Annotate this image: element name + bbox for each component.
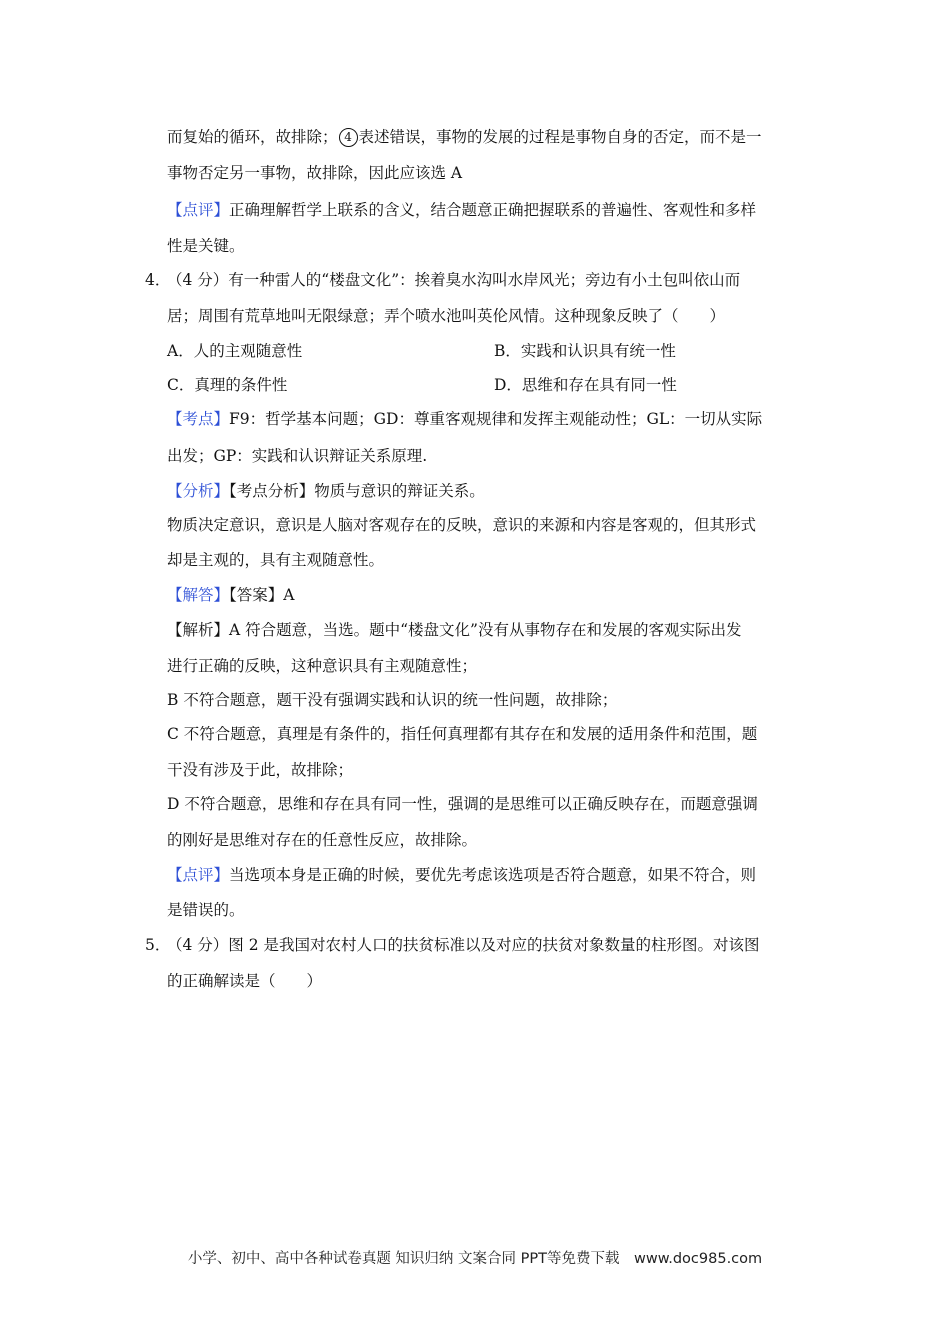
question-5-stem-line-2: 的正确解读是（ ） [167,972,323,990]
question-4-number: 4． [145,271,171,289]
dianping-line-2: 是错误的。 [167,901,245,919]
jieda-line: 【解答】【答案】A [167,586,295,604]
option-d: D．思维和存在具有同一性 [494,376,677,394]
fenxi-line-1: 【分析】【考点分析】物质与意识的辩证关系。 [167,482,485,500]
jiexi-line-5: 干没有涉及于此，故排除； [167,761,354,779]
kaodian-line-1: 【考点】F9：哲学基本问题；GD：尊重客观规律和发挥主观能动性；GL：一切从实际 [167,410,763,428]
jiexi-line-7: 的刚好是思维对存在的任意性反应，故排除。 [167,831,478,849]
kaodian-line-2: 出发；GP：实践和认识辩证关系原理. [167,447,428,465]
jiexi-line-6: D 不符合题意，思维和存在具有同一性，强调的是思维可以正确反映存在，而题意强调 [167,795,758,813]
option-c: C．真理的条件性 [167,376,288,394]
jiexi-line-3: B 不符合题意，题干没有强调实践和认识的统一性问题，故排除； [167,691,618,709]
option-a: A．人的主观随意性 [167,342,303,360]
kaodian-tag: 【考点】 [167,410,230,428]
jiexi-line-2: 进行正确的反映，这种意识具有主观随意性； [167,657,478,675]
prev-comment-line-2: 性是关键。 [167,237,245,255]
jiexi-line-4: C 不符合题意，真理是有条件的，指任何真理都有其存在和发展的适用条件和范围，题 [167,725,758,743]
question-4-stem-line-1: （4 分）有一种雷人的“楼盘文化”：挨着臭水沟叫水岸风光；旁边有小土包叫依山而 [167,271,741,289]
fenxi-tag: 【分析】 [167,482,230,500]
dianping-line-1: 【点评】当选项本身是正确的时候，要优先考虑该选项是否符合题意，如果不符合，则 [167,866,757,884]
footer-watermark: 小学、初中、高中各种试卷真题 知识归纳 文案合同 PPT等免费下载 www.doc985.com [187,1251,763,1267]
question-4-stem-line-2: 居；周围有荒草地叫无限绿意；弄个喷水池叫英伦风情。这种现象反映了（ ） [167,307,726,325]
jieda-tag: 【解答】 [167,586,230,604]
prev-answer-line-1: 而复始的循环，故排除； 4 表述错误，事物的发展的过程是事物自身的否定，而不是一 [167,128,762,146]
option-b: B．实践和认识具有统一性 [494,342,676,360]
jiexi-line-1: 【解析】A 符合题意，当选。题中“楼盘文化”没有从事物存在和发展的客观实际出发 [167,621,742,639]
question-5-number: 5． [145,936,171,954]
comment-tag: 【点评】 [167,201,230,219]
prev-comment-line-1: 【点评】正确理解哲学上联系的含义，结合题意正确把握联系的普遍性、客观性和多样 [167,201,757,219]
fenxi-line-3: 却是主观的，具有主观随意性。 [167,551,385,569]
circled-number-icon: 4 [339,128,358,147]
fenxi-line-2: 物质决定意识，意识是人脑对客观存在的反映，意识的来源和内容是客观的，但其形式 [167,516,757,534]
question-5-stem-line-1: （4 分）图 2 是我国对农村人口的扶贫标准以及对应的扶贫对象数量的柱形图。对该图 [167,936,760,954]
dianping-tag: 【点评】 [167,866,230,884]
prev-answer-line-2: 事物否定另一事物，故排除，因此应该选 A [167,164,463,182]
